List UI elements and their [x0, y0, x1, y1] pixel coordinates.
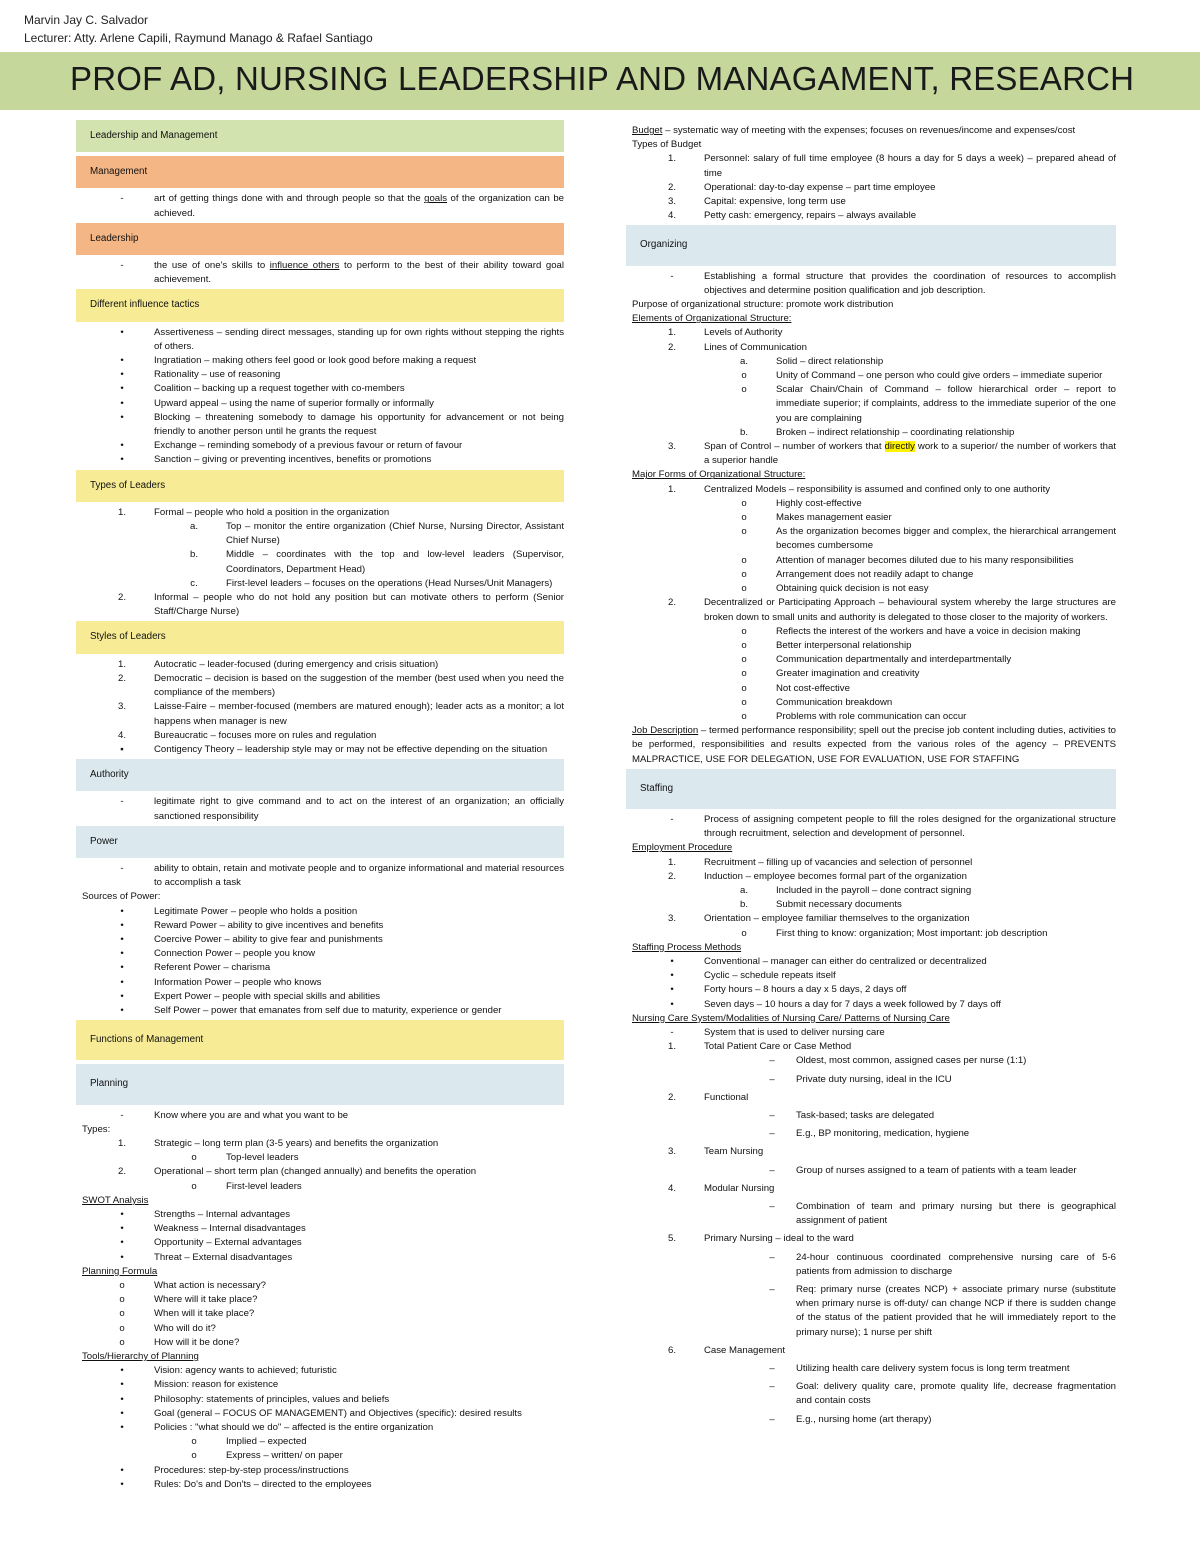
list-item: o Makes management easier: [741, 512, 892, 524]
list-item: – Group of nurses assigned to a team of patients with a team leader: [769, 1164, 1077, 1176]
list-item: c. First-level leaders – focuses on the operations (Head Nurses/Unit Managers): [190, 577, 553, 589]
list-item: o First thing to know: organization; Most important: job description: [741, 927, 1048, 939]
list-item: 2. Induction – employee becomes formal part of the organization: [667, 870, 967, 882]
list-item: • Mission: reason for existence: [120, 1379, 279, 1391]
list-item: o Obtaining quick decision is not easy: [741, 583, 929, 595]
right-column: [626, 124, 1116, 1427]
list-item: o Not cost-effective: [741, 682, 850, 694]
list-item: – Utilizing health care delivery system focus is long term treatment: [769, 1363, 1070, 1375]
list-item: o Problems with role communication can occur: [741, 710, 967, 722]
page-title: PROF AD, NURSING LEADERSHIP AND MANAGAMENT, RESEARCH: [70, 60, 1135, 97]
list-item: 3. Capital: expensive, long term use: [667, 196, 846, 208]
staffing-definition: - Process of assigning competent people to fill the roles designed for the organizational structure through recruitment, selection and development of personnel.: [670, 813, 1116, 840]
list-item: 1. Levels of Authority: [667, 327, 783, 339]
list-item: • Expert Power – people with special skills and abilities: [120, 990, 381, 1002]
list-item: o Communication breakdown: [741, 696, 893, 708]
section-header-functions-of-management: Functions of Management: [76, 1020, 564, 1060]
list-item: 3. Orientation – employee familiar themselves to the organization: [667, 913, 970, 925]
nursing-care-system-label: Nursing Care System/Modalities of Nursing Care/ Patterns of Nursing Care: [632, 1012, 950, 1024]
list-item: 2. Operational: day-to-day expense – part time employee: [667, 181, 936, 193]
list-item: 4. Bureaucratic – focuses more on rules and regulation: [117, 729, 377, 741]
list-item: 4. Modular Nursing: [667, 1182, 775, 1194]
list-item: • Reward Power – ability to give incentives and benefits: [120, 919, 384, 931]
list-item: 2. Decentralized or Participating Approach – behavioural system whereby the large structures are broken down to small units and authority is delegated to those closer to the majority of workers.: [667, 597, 1116, 623]
list-item: o Top-level leaders: [191, 1152, 299, 1164]
list-item: 1. Autocratic – leader-focused (during emergency and crisis situation): [117, 658, 439, 670]
forms-label: Major Forms of Organizational Structure:: [632, 469, 806, 481]
influence-tactics-list: [76, 326, 564, 468]
list-item: 2. Lines of Communication: [667, 341, 807, 353]
list-item: 6. Case Management: [667, 1344, 786, 1356]
list-item: o Implied – expected: [191, 1436, 307, 1448]
lecturer-line: Lecturer: Atty. Arlene Capili, Raymund Manago & Rafael Santiago: [24, 31, 373, 45]
list-item: 1. Total Patient Care or Case Method: [667, 1041, 852, 1053]
budget-types-label: Types of Budget: [632, 139, 702, 151]
list-item: 1. Personnel: salary of full time employee (8 hours a day for 5 days a week) – prepared ahead of time: [667, 153, 1116, 179]
organizing-purpose: Purpose of organizational structure: promote work distribution: [632, 299, 894, 311]
list-item: • Upward appeal – using the name of superior formally or informally: [120, 397, 434, 409]
section-header-authority: Authority: [76, 759, 564, 791]
swot-label: SWOT Analysis: [82, 1194, 149, 1206]
list-item: • Seven days – 10 hours a day for 7 days a week followed by 7 days off: [670, 998, 1001, 1010]
list-item: o When will it take place?: [119, 1308, 255, 1320]
list-item: 5. Primary Nursing – ideal to the ward: [667, 1233, 854, 1245]
list-item: • Opportunity – External advantages: [120, 1237, 302, 1249]
list-item: o Better interpersonal relationship: [741, 639, 912, 651]
list-item: o First-level leaders: [191, 1180, 302, 1192]
list-item: – Task-based; tasks are delegated: [769, 1110, 935, 1121]
list-item: b. Broken – indirect relationship – coordinating relationship: [739, 426, 1015, 438]
list-item: – Goal: delivery quality care, promote quality life, decrease fragmentation and contain costs: [769, 1381, 1116, 1407]
sources-of-power-label: Sources of Power:: [82, 891, 161, 903]
elements-label: Elements of Organizational Structure:: [632, 313, 792, 325]
list-item: a. Top – monitor the entire organization (Chief Nurse, Nursing Director, Assistant Chief Nurse): [189, 521, 564, 547]
list-item: • Coercive Power – ability to give fear and punishments: [120, 933, 383, 945]
list-item: a. Included in the payroll – done contract signing: [739, 884, 972, 896]
management-definition: - art of getting things done with and through people so that the goals of the organization can be achieved.: [120, 193, 564, 219]
list-item: • Referent Power – charisma: [120, 962, 271, 974]
list-item: • Information Power – people who knows: [120, 976, 322, 988]
list-item: 2. Democratic – decision is based on the suggestion of the member (best used when you need the compliance of the members): [117, 672, 564, 699]
list-item: • Cyclic – schedule repeats itself: [670, 970, 836, 982]
list-item: • Weakness – Internal disadvantages: [120, 1223, 306, 1235]
list-item: 2. Informal – people who do not hold any position but can motivate others to perform (Senior Staff/Charge Nurse): [117, 592, 564, 618]
employment-procedure-label: Employment Procedure: [632, 842, 733, 854]
list-item: – Combination of team and primary nursing but there is geographical assignment of patient: [769, 1201, 1116, 1227]
list-item: o Who will do it?: [119, 1322, 216, 1334]
planning-definition: - Know where you are and what you want to be: [120, 1109, 349, 1121]
list-item: 1. Formal – people who hold a position in the organization: [117, 506, 390, 518]
leadership-definition: - the use of one's skills to influence others to perform to the best of their ability toward goal achievement.: [120, 260, 565, 286]
list-item: o Where will it take place?: [119, 1294, 258, 1306]
section-header-organizing: Organizing: [626, 225, 1116, 265]
list-item: o Scalar Chain/Chain of Command – follow hierarchical order – report to immediate superior; if complaints, address to the immediate superior of the one you are complaining: [741, 384, 1116, 424]
section-header-planning: Planning: [76, 1064, 564, 1104]
list-item: 2. Functional: [667, 1091, 749, 1103]
list-item: 3. Team Nursing: [667, 1146, 764, 1158]
authority-definition: - legitimate right to give command and to act on the interest of an organization; an officially sanctioned responsibility: [120, 796, 564, 822]
budget-definition: Budget – systematic way of meeting with the expenses; focuses on revenues/income and expenses/cost: [632, 125, 1076, 136]
list-item: 3. Laisse-Faire – member-focused (members are matured enough); leader acts as a monitor; a lot happens when manager is new: [117, 701, 564, 727]
list-item: 1. Centralized Models – responsibility is assumed and confined only to one authority: [667, 483, 1051, 495]
list-item: • Forty hours – 8 hours a day x 5 days, 2 days off: [670, 984, 907, 996]
list-item: 2. Operational – short term plan (changed annually) and benefits the operation: [117, 1166, 477, 1178]
section-header-styles-of-leaders: Styles of Leaders: [76, 621, 564, 653]
list-item: 1. Recruitment – filling up of vacancies and selection of personnel: [667, 856, 973, 868]
power-definition: - ability to obtain, retain and motivate people and to organize informational and material resources to accomplish a task: [120, 862, 564, 889]
planning-formula-label: Planning Formula: [82, 1265, 158, 1277]
list-item: b. Submit necessary documents: [739, 899, 902, 911]
list-item: • Rules: Do's and Don'ts – directed to the employees: [120, 1478, 372, 1490]
tools-label: Tools/Hierarchy of Planning: [82, 1351, 199, 1363]
list-item: o Highly cost-effective: [741, 497, 862, 509]
list-item: 4. Petty cash: emergency, repairs – always available: [667, 210, 917, 222]
list-item: – 24-hour continuous coordinated comprehensive nursing care of 5-6 patients from admission to discharge: [769, 1251, 1116, 1277]
section-header-leadership: Leadership: [76, 223, 564, 255]
staffing-methods-label: Staffing Process Methods: [632, 941, 742, 953]
list-item: • Goal (general – FOCUS OF MANAGEMENT) and Objectives (specific): desired results: [120, 1407, 522, 1419]
list-item: o What action is necessary?: [119, 1280, 266, 1291]
list-item: • Conventional – manager can either do centralized or decentralized: [670, 955, 987, 967]
list-item: o How will it be done?: [119, 1336, 240, 1348]
list-item: 1. Strategic – long term plan (3-5 years) and benefits the organization: [117, 1137, 439, 1149]
organizing-definition: - Establishing a formal structure that provides the coordination of resources to accomplish objectives and determine position qualification and job description.: [670, 270, 1116, 296]
left-column: [76, 118, 564, 1492]
list-item: 3. Span of Control – number of workers that directly work to a superior/ the number of workers that a superior handle: [667, 441, 1117, 467]
list-item: • Assertiveness – sending direct messages, standing up for own rights without stepping the rights of others.: [120, 326, 564, 352]
list-item: a. Solid – direct relationship: [739, 355, 884, 367]
list-item: • Legitimate Power – people who holds a position: [120, 905, 358, 917]
list-item: • Procedures: step-by-step process/instructions: [120, 1464, 349, 1476]
section-header-influence-tactics: Different influence tactics: [76, 289, 564, 321]
job-description: Job Description – termed performance responsibility; spell out the precise job content including duties, activities to be performed, responsibilities and results expected from the various roles of the agency – PREVENTS MALPRACTICE, USE FOR DELEGATION, USE FOR EVALUATION, USE FOR STAFFING: [632, 725, 1117, 765]
list-item: • Ingratiation – making others feel good or look good before making a request: [120, 355, 477, 367]
list-item: o Attention of manager becomes diluted due to his many responsibilities: [741, 554, 1074, 566]
list-item: • Threat – External disadvantages: [120, 1251, 293, 1263]
section-header-types-of-leaders: Types of Leaders: [76, 470, 564, 502]
list-item: • Coalition – backing up a request together with co-members: [120, 383, 405, 395]
section-header-staffing: Staffing: [626, 769, 1116, 809]
section-header-management: Management: [76, 156, 564, 188]
list-item: o Unity of Command – one person who could give orders – immediate superior: [741, 370, 1103, 382]
list-item: • Exchange – reminding somebody of a previous favour or return of favour: [120, 440, 463, 452]
list-item: • Rationality – use of reasoning: [120, 369, 281, 381]
list-item: o Arrangement does not readily adapt to change: [741, 568, 974, 580]
list-item: – Oldest, most common, assigned cases per nurse (1:1): [769, 1055, 1027, 1067]
list-item: • Strengths – Internal advantages: [120, 1208, 291, 1220]
list-item: - System that is used to deliver nursing care: [670, 1026, 885, 1038]
list-item: o Greater imagination and creativity: [741, 668, 920, 680]
list-item: o Communication departmentally and interdepartmentally: [741, 654, 1012, 666]
section-header-power: Power: [76, 826, 564, 858]
list-item: o Reflects the interest of the workers and have a voice in decision making: [741, 625, 1081, 637]
list-item: – Private duty nursing, ideal in the ICU: [769, 1073, 952, 1085]
list-item: • Connection Power – people you know: [120, 948, 316, 960]
author-name: Marvin Jay C. Salvador: [24, 13, 149, 27]
list-item: ▪ Contigency Theory – leadership style may or may not be effective depending on the situation: [120, 743, 548, 755]
list-item: • Policies : "what should we do" – affected is the entire organization: [120, 1422, 434, 1434]
planning-types-label: Types:: [82, 1123, 111, 1135]
list-item: o As the organization becomes bigger and complex, the hierarchical arrangement becomes cumbersome: [741, 526, 1116, 552]
list-item: b. Middle – coordinates with the top and low-level leaders (Supervisor, Coordinators, Department Head): [189, 549, 564, 575]
list-item: • Philosophy: statements of principles, values and beliefs: [120, 1393, 390, 1405]
list-item: – E.g., nursing home (art therapy): [769, 1413, 932, 1425]
list-item: • Sanction – giving or preventing incentives, benefits or promotions: [120, 454, 432, 466]
list-item: • Self Power – power that emanates from self due to maturity, experience or gender: [120, 1004, 502, 1016]
list-item: • Blocking – threatening somebody to damage his opportunity for advancement or not being friendly to another person until he grants the request: [120, 411, 564, 438]
section-header-leadership-management: Leadership and Management: [76, 120, 564, 152]
list-item: • Vision: agency wants to achieved; futuristic: [120, 1365, 337, 1377]
list-item: o Express – written/ on paper: [191, 1450, 343, 1462]
list-item: – E.g., BP monitoring, medication, hygiene: [769, 1128, 970, 1140]
title-banner: [0, 52, 1200, 110]
list-item: – Req: primary nurse (creates NCP) + associate primary nurse (substitute when primary nurse is off-duty/ can change NCP if there is sudden change of the status of the patient provided that he will immediately report to the primary nurse); 1 nurse per shift: [769, 1284, 1116, 1338]
